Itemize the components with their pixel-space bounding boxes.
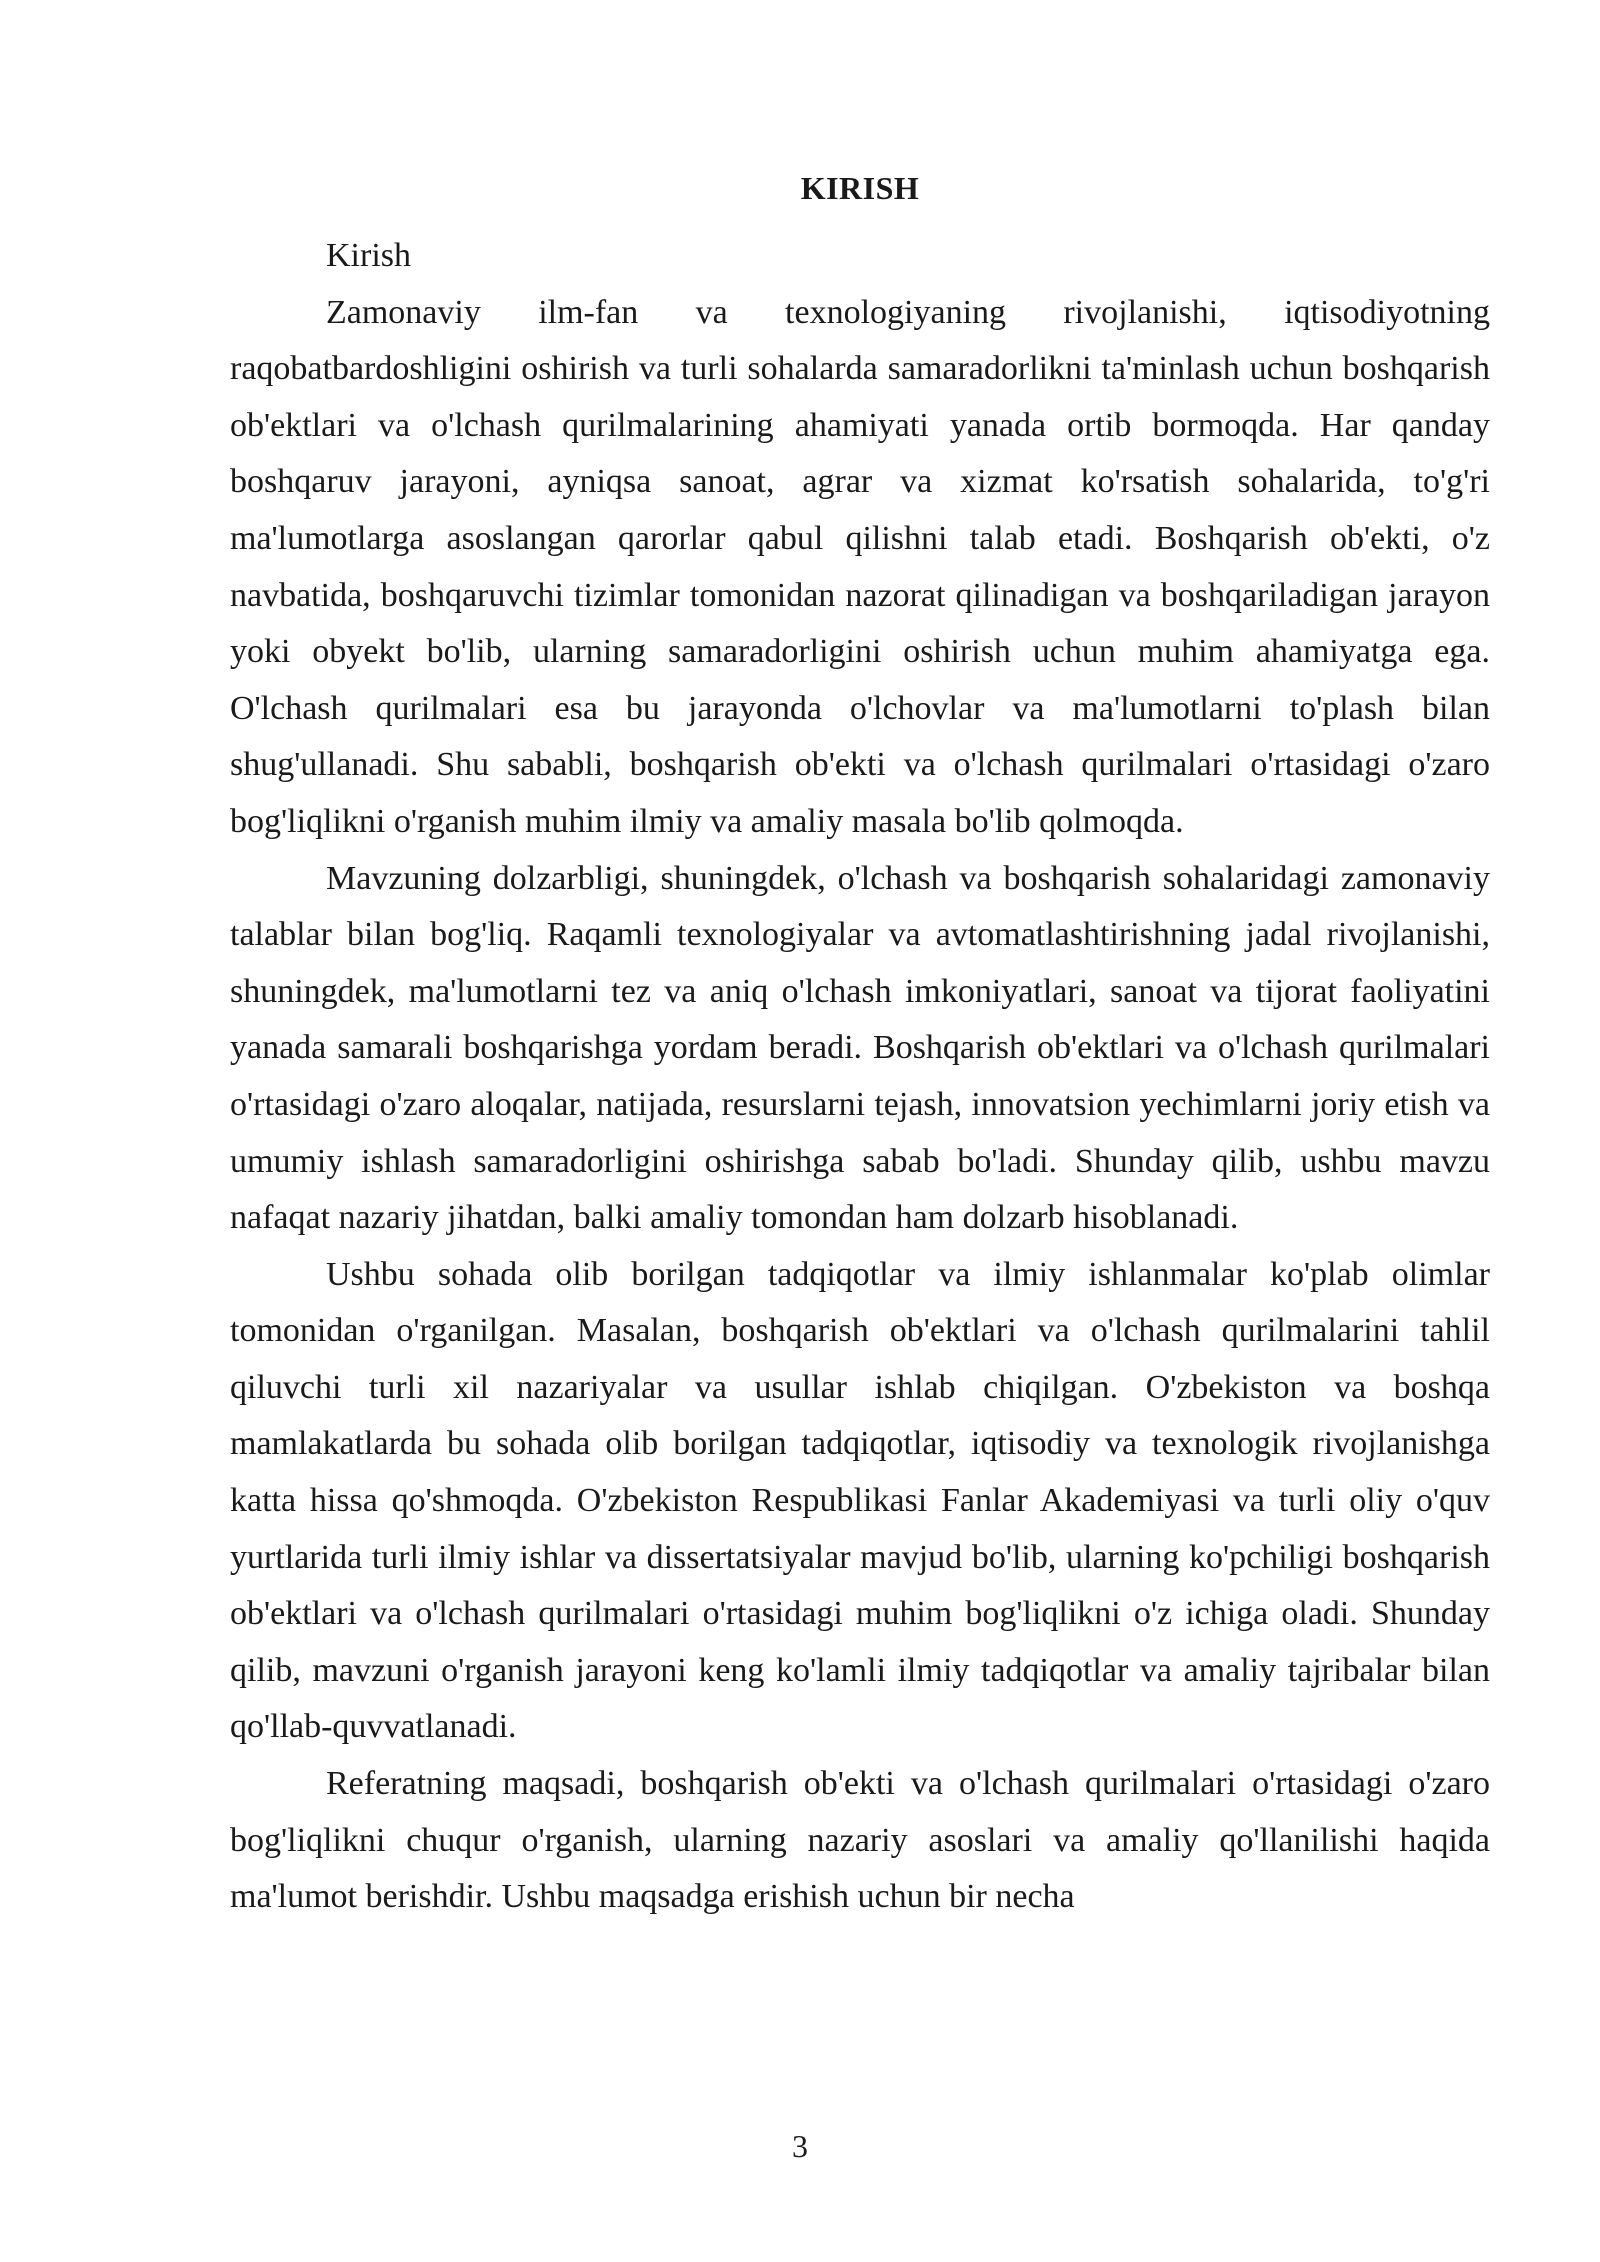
- subheading: Kirish: [326, 237, 411, 274]
- paragraph: Zamonaviy ilm-fan va texnologiyaning rivojlanishi, iqtisodiyotning raqobatbardoshligini oshirish va turli sohalarda samaradorlikni ta'minlash uchun boshqarish ob'ektlari va o'lchash qurilmalarining ahamiyati yanada ortib bormoqda. Har qanday boshqaruv jarayoni, ayniqsa sanoat, agrar va xizmat ko'rsatish sohalarida, to'g'ri ma'lumotlarga asoslangan qarorlar qabul qilishni talab etadi. Boshqarish ob'ekti, o'z navbatida, boshqaruvchi tizimlar tomonidan nazorat qilinadigan va boshqariladigan jarayon yoki obyekt bo'lib, ularning samaradorligini oshirish uchun muhim ahamiyatga ega. O'lchash qurilmalari esa bu jarayonda o'lchovlar va ma'lumotlarni to'plash bilan shug'ullanadi. Shu sababli, boshqarish ob'ekti va o'lchash qurilmalari o'rtasidagi o'zaro bog'liqlikni o'rganish muhim ilmiy va amaliy masala bo'lib qolmoqda.: [230, 293, 1490, 840]
- page-content: [230, 160, 1490, 1926]
- paragraph: Referatning maqsadi, boshqarish ob'ekti va o'lchash qurilmalari o'rtasidagi o'zaro bog'liqlikni chuqur o'rganish, ularning nazariy asoslari va amaliy qo'llanilishi haqida ma'lumot berishdir. Ushbu maqsadga erishish uchun bir necha: [230, 1765, 1490, 1916]
- paragraph: Mavzuning dolzarbligi, shuningdek, o'lchash va boshqarish sohalaridagi zamonaviy talablar bilan bog'liq. Raqamli texnologiyalar va avtomatlashtirishning jadal rivojlanishi, shuningdek, ma'lumotlarni tez va aniq o'lchash imkoniyatlari, sanoat va tijorat faoliyatini yanada samarali boshqarishga yordam beradi. Boshqarish ob'ektlari va o'lchash qurilmalari o'rtasidagi o'zaro aloqalar, natijada, resurslarni tejash, innovatsion yechimlarni joriy etish va umumiy ishlash samaradorligini oshirishga sabab bo'ladi. Shunday qilib, ushbu mavzu nafaqat nazariy jihatdan, balki amaliy tomondan ham dolzarb hisoblanadi.: [230, 859, 1490, 1237]
- page-heading: KIRISH: [800, 170, 920, 206]
- paragraph: Ushbu sohada olib borilgan tadqiqotlar va ilmiy ishlanmalar ko'plab olimlar tomonidan o'rganilgan. Masalan, boshqarish ob'ektlari va o'lchash qurilmalarini tahlil qiluvchi turli xil nazariyalar va usullar ishlab chiqilgan. O'zbekiston va boshqa mamlakatlarda bu sohada olib borilgan tadqiqotlar, iqtisodiy va texnologik rivojlanishga katta hissa qo'shmoqda. O'zbekiston Respublikasi Fanlar Akademiyasi va turli oliy o'quv yurtlarida turli ilmiy ishlar va dissertatsiyalar mavjud bo'lib, ularning ko'pchiligi boshqarish ob'ektlari va o'lchash qurilmalari o'rtasidagi muhim bog'liqlikni o'z ichiga oladi. Shunday qilib, mavzuni o'rganish jarayoni keng ko'lamli ilmiy tadqiqotlar va amaliy tajribalar bilan qo'llab-quvvatlanadi.: [230, 1255, 1490, 1746]
- page-number: 3: [792, 2128, 808, 2164]
